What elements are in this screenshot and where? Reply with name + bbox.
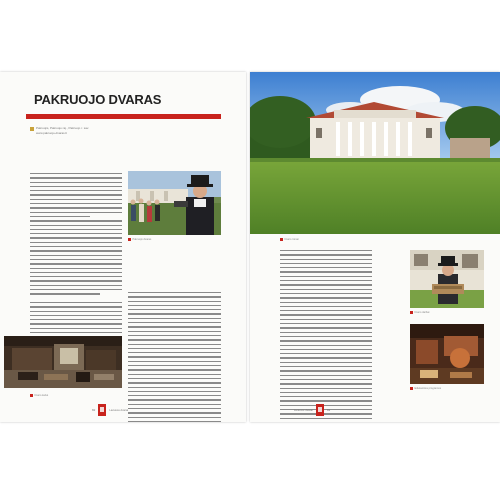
text-line <box>280 366 372 367</box>
caption-photo-bottom-right <box>410 387 441 390</box>
text-line <box>128 369 221 370</box>
text-line <box>30 268 122 269</box>
text-line <box>30 289 122 290</box>
text-line <box>280 314 372 315</box>
text-line <box>280 259 372 260</box>
text-line <box>30 276 122 277</box>
text-line <box>280 379 372 380</box>
text-line <box>128 399 221 400</box>
caption-photo-mid <box>410 311 429 314</box>
caption-photo-main <box>280 238 299 241</box>
caption-text: Dvaro darbai <box>414 311 430 314</box>
text-line <box>280 357 372 358</box>
photo-manor <box>250 72 500 234</box>
photo-interior <box>410 324 484 384</box>
text-line <box>128 404 221 405</box>
text-line <box>128 352 221 353</box>
text-line <box>280 263 372 264</box>
text-line <box>30 233 122 234</box>
caption-text: Dvaro kalvė <box>34 394 49 397</box>
text-line <box>128 382 221 383</box>
text-line <box>280 332 372 333</box>
text-line <box>30 242 122 243</box>
text-line <box>280 327 372 328</box>
text-line <box>280 392 372 393</box>
text-line <box>30 302 122 303</box>
body-text-col-4 <box>378 250 404 251</box>
emblem-icon <box>316 404 324 416</box>
page-number: 83 <box>326 408 331 412</box>
text-line <box>30 194 122 195</box>
text-line <box>280 310 372 311</box>
text-line <box>30 212 122 213</box>
text-line <box>280 271 372 272</box>
text-line <box>128 318 221 319</box>
text-line <box>128 391 221 392</box>
text-line <box>280 345 372 346</box>
caption-photo-top <box>128 238 151 241</box>
text-line <box>280 289 372 290</box>
text-line <box>30 306 122 307</box>
caption-bullet <box>410 311 413 314</box>
text-line <box>128 292 221 293</box>
text-line <box>280 336 372 337</box>
caption-text: Edukacinės programos <box>414 387 442 390</box>
text-line <box>280 319 372 320</box>
caption-photo-bottom <box>30 394 48 397</box>
text-line <box>128 417 221 418</box>
text-line <box>280 383 372 384</box>
caption-text: Dvaro rūmai <box>284 238 299 241</box>
text-line <box>128 322 221 323</box>
text-line <box>30 216 90 217</box>
text-line <box>128 335 221 336</box>
text-line <box>280 362 372 363</box>
text-line <box>30 250 122 251</box>
page-number: 82 <box>92 408 96 412</box>
caption-bullet <box>128 238 131 241</box>
text-line <box>128 374 221 375</box>
text-line <box>280 340 372 341</box>
text-line <box>280 400 372 401</box>
text-line <box>30 319 122 320</box>
photo-forge <box>4 336 122 388</box>
text-line <box>30 207 122 208</box>
text-line <box>128 361 221 362</box>
footer-label: Lietuvos dvarai <box>109 408 129 412</box>
text-line <box>280 280 372 281</box>
text-line <box>30 328 122 329</box>
text-line <box>280 353 372 354</box>
text-line <box>30 186 122 187</box>
text-line <box>280 254 372 255</box>
text-line <box>30 177 122 178</box>
text-line <box>30 173 122 174</box>
text-line <box>280 276 372 277</box>
left-footer <box>92 403 128 417</box>
text-line <box>128 421 221 422</box>
text-line <box>30 315 122 316</box>
text-line <box>30 285 122 286</box>
footer-label: Lietuvos dvarai <box>294 408 313 412</box>
right-footer <box>294 403 330 417</box>
text-line <box>30 220 122 221</box>
text-line <box>30 246 122 247</box>
text-line <box>128 365 221 366</box>
text-line <box>128 387 221 388</box>
text-line <box>280 349 372 350</box>
text-line <box>30 311 122 312</box>
text-line <box>280 370 372 371</box>
text-line <box>280 306 372 307</box>
text-line <box>30 229 122 230</box>
info-address: Pakruojis, Pakruojo raj., Pakruojo r. sav. <box>36 126 89 130</box>
text-line <box>30 293 100 294</box>
text-line <box>280 267 372 268</box>
caption-bullet <box>30 394 33 397</box>
text-line <box>30 190 122 191</box>
text-line <box>280 302 372 303</box>
text-line <box>30 203 122 204</box>
text-line <box>128 348 221 349</box>
text-line <box>128 412 221 413</box>
text-line <box>128 395 221 396</box>
text-line <box>128 331 221 332</box>
text-line <box>280 388 372 389</box>
text-line <box>30 225 122 226</box>
text-line <box>128 378 221 379</box>
text-line <box>128 313 221 314</box>
body-text-col-2 <box>128 292 221 422</box>
text-line <box>128 309 221 310</box>
text-line <box>128 326 221 327</box>
text-line <box>280 250 372 251</box>
text-line <box>280 323 372 324</box>
text-line <box>280 418 372 419</box>
text-line <box>280 297 372 298</box>
text-line <box>30 199 122 200</box>
text-line <box>30 323 122 324</box>
text-line <box>280 396 372 397</box>
text-line <box>30 280 122 281</box>
text-line <box>30 255 122 256</box>
right-page <box>250 72 500 422</box>
text-line <box>128 305 221 306</box>
page-title: PAKRUOJO DVARAS <box>34 92 162 107</box>
intro-text <box>30 173 122 295</box>
text-line <box>128 344 221 345</box>
text-line <box>128 356 221 357</box>
text-line <box>30 263 122 264</box>
text-line <box>280 375 372 376</box>
emblem-icon <box>98 404 106 416</box>
text-line <box>280 293 372 294</box>
title-rule <box>26 114 221 119</box>
photo-costumed-guide <box>128 171 221 235</box>
location-icon <box>30 127 34 131</box>
text-line <box>30 182 122 183</box>
caption-bullet <box>280 238 283 241</box>
text-line <box>128 301 221 302</box>
left-page <box>0 72 246 422</box>
caption-bullet <box>410 387 413 390</box>
text-line <box>30 237 122 238</box>
text-line <box>128 408 221 409</box>
text-line <box>128 339 221 340</box>
text-line <box>30 272 122 273</box>
info-website: www.pakruojo-dvaras.lt <box>36 131 68 135</box>
text-line <box>30 332 122 333</box>
text-line <box>128 296 221 297</box>
caption-text: Pakruojo dvaras <box>132 238 152 241</box>
photo-craftsman <box>410 250 484 308</box>
text-line <box>30 259 122 260</box>
text-line <box>280 284 372 285</box>
body-text-col-3 <box>280 250 372 422</box>
